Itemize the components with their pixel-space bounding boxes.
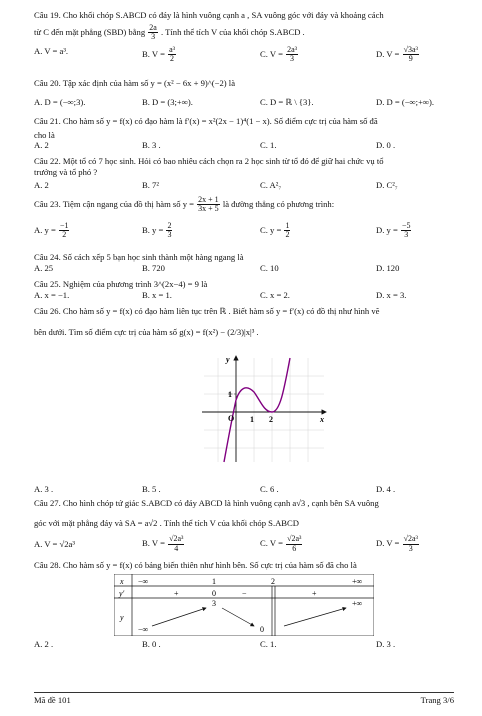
graph-origin-label: O bbox=[228, 414, 235, 423]
q22-line1: Câu 22. Một tổ có 7 học sinh. Hỏi có bao nhiêu cách chọn ra 2 học sinh từ tổ đó để giữ hai chức vụ tổ bbox=[34, 156, 384, 166]
q28-option-b[interactable]: B. 0 . bbox=[142, 639, 161, 649]
q19-line1: Câu 19. Cho khối chóp S.ABCD có đáy là hình vuông cạnh a , SA vuông góc với đáy và khoảng cách bbox=[34, 10, 384, 20]
question-23 bbox=[34, 196, 454, 252]
q21-options bbox=[34, 140, 454, 155]
q20-text: Câu 20. Tập xác định của hàm số y = (x² − 6x + 9)^(−2) là bbox=[34, 78, 236, 88]
q26-option-b[interactable]: B. 5 . bbox=[142, 484, 161, 494]
q25-options bbox=[34, 290, 454, 305]
q21-line2: cho là bbox=[34, 129, 55, 140]
q22-options bbox=[34, 180, 454, 195]
q26-line1: Câu 26. Cho hàm số y = f(x) có đạo hàm liên tục trên ℝ . Biết hàm số y = f′(x) có đồ thị như hình vẽ bbox=[34, 306, 380, 316]
q23-text-end: là đường thẳng có phương trình: bbox=[222, 198, 335, 209]
q27-line2: góc với mặt phẳng đáy và SA = a√2 . Tính thể tích V của khối chóp S.ABCD bbox=[34, 517, 299, 528]
q27-options bbox=[34, 535, 454, 557]
graph-x-label: x bbox=[320, 415, 324, 424]
q22-option-d[interactable]: D. C²₇ bbox=[376, 180, 398, 191]
arrow-up-1 bbox=[152, 608, 206, 626]
q24-option-b[interactable]: B. 720 bbox=[142, 262, 165, 273]
graph-y-label: y bbox=[226, 355, 230, 364]
q21-line1: Câu 21. Cho hàm số y = f(x) có đạo hàm là f′(x) = x²(2x − 1)⁴(1 − x). Số điểm cực trị của hàm số đã bbox=[34, 116, 378, 126]
question-24 bbox=[34, 252, 454, 279]
graph-x-tick-2: 2 bbox=[269, 415, 273, 424]
q28-text: Câu 28. Cho hàm số y = f(x) có bảng biến thiên như hình bên. Số cực trị của hàm số đã cho là bbox=[34, 560, 357, 570]
q23-option-a[interactable]: A. y = $\frac{-1}{2}$ bbox=[34, 220, 69, 240]
q19-options bbox=[34, 46, 454, 61]
graph-y-tick-1: 1 bbox=[228, 390, 232, 399]
q23-option-c[interactable]: C. y = $\frac{1}{2}$ bbox=[260, 220, 290, 240]
arrow-up-2 bbox=[284, 608, 346, 626]
q21-option-b[interactable]: B. 3 . bbox=[142, 140, 161, 151]
graph-x-tick-1: 1 bbox=[250, 415, 254, 424]
x-value-pos-inf: +∞ bbox=[352, 577, 363, 586]
y-value-pos-inf: +∞ bbox=[352, 599, 363, 608]
y-value-3: 3 bbox=[212, 599, 216, 608]
q22-option-a[interactable]: A. 2 bbox=[34, 180, 49, 191]
page-number: Trang 3/6 bbox=[420, 695, 454, 705]
q23-text: Câu 23. Tiệm cận ngang của đồ thị hàm số y = bbox=[34, 198, 194, 209]
derivative-curve bbox=[224, 358, 290, 462]
q19-option-d[interactable]: D. V = $\frac{\text{√3a³}}{9}$ bbox=[376, 44, 418, 63]
q20-option-c[interactable]: C. D = ℝ \ {3}. bbox=[260, 96, 314, 107]
q23-fraction: $\frac{2x + 1}{3x + 5}$ bbox=[198, 195, 219, 214]
page-footer bbox=[34, 695, 454, 706]
q19-option-c[interactable]: C. V = $\frac{\text{2a³}}{3}$ bbox=[260, 44, 298, 63]
q28-option-d[interactable]: D. 3 . bbox=[376, 639, 396, 649]
q24-option-c[interactable]: C. 10 bbox=[260, 262, 279, 273]
q20-options bbox=[34, 97, 454, 112]
q19-text: từ C đến mặt phẳng (SBD) bằng bbox=[34, 26, 146, 37]
question-28 bbox=[34, 560, 454, 652]
q19-option-a[interactable]: A. V = a³. bbox=[34, 45, 69, 56]
exam-page bbox=[34, 10, 454, 652]
q25-text: Câu 25. Nghiệm của phương trình 3^(2x−4) = 9 là bbox=[34, 279, 208, 289]
derivative-graph bbox=[194, 350, 334, 465]
q22-option-c[interactable]: C. A²₇ bbox=[260, 180, 282, 191]
q25-option-a[interactable]: A. x = −1. bbox=[34, 289, 70, 300]
q27-option-a[interactable]: A. V = √2a³ bbox=[34, 539, 75, 550]
q26-options bbox=[34, 484, 454, 499]
sign-1: + bbox=[174, 589, 179, 598]
x-value-neg-inf: −∞ bbox=[138, 577, 149, 586]
q26-option-c[interactable]: C. 6 . bbox=[260, 484, 279, 494]
q27-option-d[interactable]: D. V = $\frac{\text{√2a³}}{3}$ bbox=[376, 534, 418, 553]
question-19 bbox=[34, 10, 454, 78]
q22-line2: trưởng và tổ phó ? bbox=[34, 166, 98, 177]
q25-option-d[interactable]: D. x = 3. bbox=[376, 289, 407, 300]
q23-options bbox=[34, 222, 454, 246]
arrow-down bbox=[222, 608, 254, 626]
q27-line1: Câu 27. Cho hình chóp tứ giác S.ABCD có đáy ABCD là hình vuông cạnh a√3 , cạnh bên SA vuông bbox=[34, 498, 379, 508]
variation-table bbox=[114, 574, 374, 636]
question-27 bbox=[34, 498, 454, 560]
q21-option-c[interactable]: C. 1. bbox=[260, 140, 277, 151]
q28-option-c[interactable]: C. 1. bbox=[260, 639, 277, 649]
question-22 bbox=[34, 156, 454, 196]
q25-option-b[interactable]: B. x = 1. bbox=[142, 289, 172, 300]
q23-option-b[interactable]: B. y = $\frac{2}{3}$ bbox=[142, 220, 172, 240]
table-y-label: y bbox=[120, 613, 124, 622]
q19-text-end: . Tính thể tích V của khối chóp S.ABCD . bbox=[161, 26, 305, 37]
q19-fraction: $\frac{2a}{3}$ bbox=[149, 22, 157, 42]
sign-2: − bbox=[242, 589, 247, 598]
question-21 bbox=[34, 116, 454, 156]
q28-option-a[interactable]: A. 2 . bbox=[34, 639, 54, 649]
q24-text: Câu 24. Số cách xếp 5 bạn học sinh thành một hàng ngang là bbox=[34, 252, 244, 262]
q28-options bbox=[34, 639, 454, 654]
q24-options bbox=[34, 263, 454, 278]
question-20 bbox=[34, 78, 454, 116]
x-value-1: 1 bbox=[212, 577, 216, 586]
q21-option-d[interactable]: D. 0 . bbox=[376, 140, 396, 151]
q24-option-a[interactable]: A. 25 bbox=[34, 262, 54, 273]
footer-rule bbox=[34, 692, 454, 693]
table-yp-label: y′ bbox=[119, 589, 125, 598]
q25-option-c[interactable]: C. x = 2. bbox=[260, 289, 290, 300]
q27-option-c[interactable]: C. V = $\frac{\text{√2a³}}{6}$ bbox=[260, 534, 302, 553]
sign-zero: 0 bbox=[212, 589, 216, 598]
q20-option-a[interactable]: A. D = (−∞;3). bbox=[34, 96, 86, 107]
q20-option-d[interactable]: D. D = (−∞;+∞). bbox=[376, 96, 435, 107]
q22-option-b[interactable]: B. 7² bbox=[142, 180, 159, 191]
q26-option-a[interactable]: A. 3 . bbox=[34, 484, 54, 494]
y-value-0: 0 bbox=[260, 625, 264, 634]
q20-option-b[interactable]: B. D = (3;+∞). bbox=[142, 96, 193, 107]
question-25 bbox=[34, 279, 454, 306]
q19-option-b[interactable]: B. V = $\frac{\text{a³}}{2}$ bbox=[142, 44, 176, 63]
q19-line2 bbox=[34, 24, 454, 42]
q23-option-d[interactable]: D. y = $\frac{-5}{3}$ bbox=[376, 220, 411, 240]
sign-3: + bbox=[312, 589, 317, 598]
q26-line2: bên dưới. Tìm số điểm cực trị của hàm số g(x) = f(x²) − (2/3)|x|³ . bbox=[34, 326, 259, 337]
x-value-2: 2 bbox=[271, 577, 275, 586]
q27-option-b[interactable]: B. V = $\frac{\text{√2a³}}{4}$ bbox=[142, 534, 184, 553]
exam-code: Mã đề 101 bbox=[34, 695, 71, 705]
question-26 bbox=[34, 306, 454, 498]
q21-option-a[interactable]: A. 2 bbox=[34, 140, 49, 151]
q26-option-d[interactable]: D. 4 . bbox=[376, 484, 396, 494]
y-value-neg-inf: −∞ bbox=[138, 625, 149, 634]
q24-option-d[interactable]: D. 120 bbox=[376, 262, 400, 273]
table-x-label: x bbox=[120, 577, 124, 586]
q23-line bbox=[34, 196, 454, 214]
